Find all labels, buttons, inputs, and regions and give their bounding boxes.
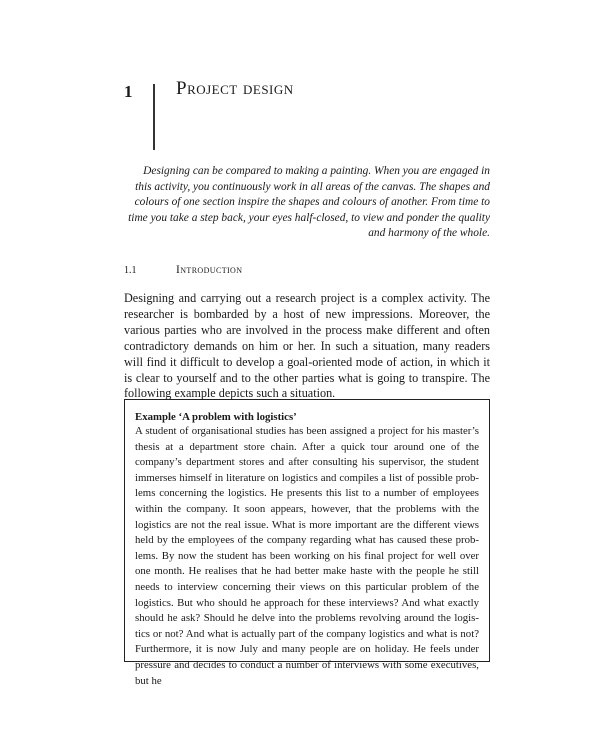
- example-text: A student of organisational studies has been assigned a project for his master’s thesis at a department store chain. After a quick tour around one of the company’s department stores and after consulting his supervisor, the student immerses himself in literature on logistics and compiles a list of possible problems concerning the logistics. He presents this list to a number of employees within the company. It soon appears, however, that the problems with the logistics are not the real issue. What is more important are the different views held by the employees of the company regarding what has caused these problems. By now the student has been working on his final project for well over one month. He realises that he had better make haste with the people he still needs to interview concerning their views on this particular problem of the logistics. But who should he approach for these interviews? And what exactly should he ask? Should he delve into the problems revolving around the logistics or not? And what is actually part of the company logistics and what is not? Furthermore, it is now July and many people are on holiday. He feels under pressure and decides to conduct a number of interviews with some executives, but he: [135, 425, 479, 687]
- chapter-divider: [153, 84, 155, 150]
- section-number: 1.1: [124, 265, 137, 276]
- example-box: [124, 399, 490, 687]
- chapter-title: Project design: [176, 78, 294, 99]
- epigraph: Designing can be compared to making a painting. When you are engaged in this activity, you continuously work in all areas of the canvas. The shapes and colours of one section inspire the shapes and colours of another. From time to time you take a step back, your eyes half-closed, to view and ponder the quality and harmony of the whole.: [128, 165, 490, 240]
- example-title: Example ‘A problem with logistics’: [135, 411, 297, 423]
- section-title: Introduction: [176, 264, 243, 276]
- intro-paragraph: Designing and carrying out a research project is a complex activity. The researcher is bombarded by a host of new impressions. Moreover, the various parties who are involved in the process make different and often contradictory demands on him or her. In such a situation, many readers will find it difficult to develop a goal-oriented mode of action, in which it is clear to yourself and to the other parties what is going to transpire. The following example depicts such a situation.: [124, 291, 490, 401]
- chapter-number: 1: [124, 82, 133, 101]
